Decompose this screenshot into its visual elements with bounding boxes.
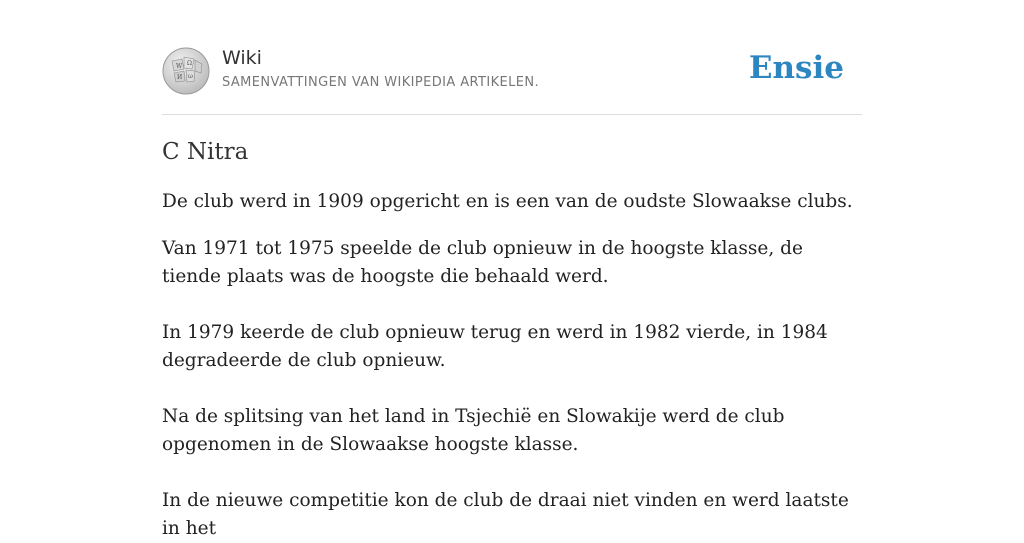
article-paragraph: Van 1971 tot 1975 speelde de club opnieuw in de hoogste klasse, de tiende plaats was de hoogste die behaald werd.: [162, 238, 803, 287]
svg-text:ω: ω: [188, 73, 193, 80]
article: [162, 136, 862, 543]
article-title: C Nitra: [162, 139, 249, 165]
article-paragraph: In 1979 keerde de club opnieuw terug en werd in 1982 vierde, in 1984 degradeerde de club opnieuw.: [162, 322, 828, 371]
article-paragraph: De club werd in 1909 opgericht en is een van de oudste Slowaakse clubs.: [162, 191, 853, 212]
svg-text:W: W: [176, 63, 183, 70]
svg-text:И: И: [177, 74, 183, 81]
svg-text:Ω: Ω: [187, 60, 192, 67]
site-name[interactable]: Wiki: [222, 47, 262, 69]
brand-logo-link[interactable]: Ensie: [748, 50, 844, 86]
article-paragraph: Na de splitsing van het land in Tsjechië en Slowakije werd de club opgenomen in de Slowaakse hoogste klasse.: [162, 406, 785, 455]
site-header: [162, 44, 862, 115]
site-tagline: SAMENVATTINGEN VAN WIKIPEDIA ARTIKELEN.: [222, 75, 540, 90]
article-paragraph: In de nieuwe competitie kon de club de draai niet vinden en werd laatste in het: [162, 490, 849, 539]
wikipedia-globe-icon[interactable]: [162, 47, 210, 95]
